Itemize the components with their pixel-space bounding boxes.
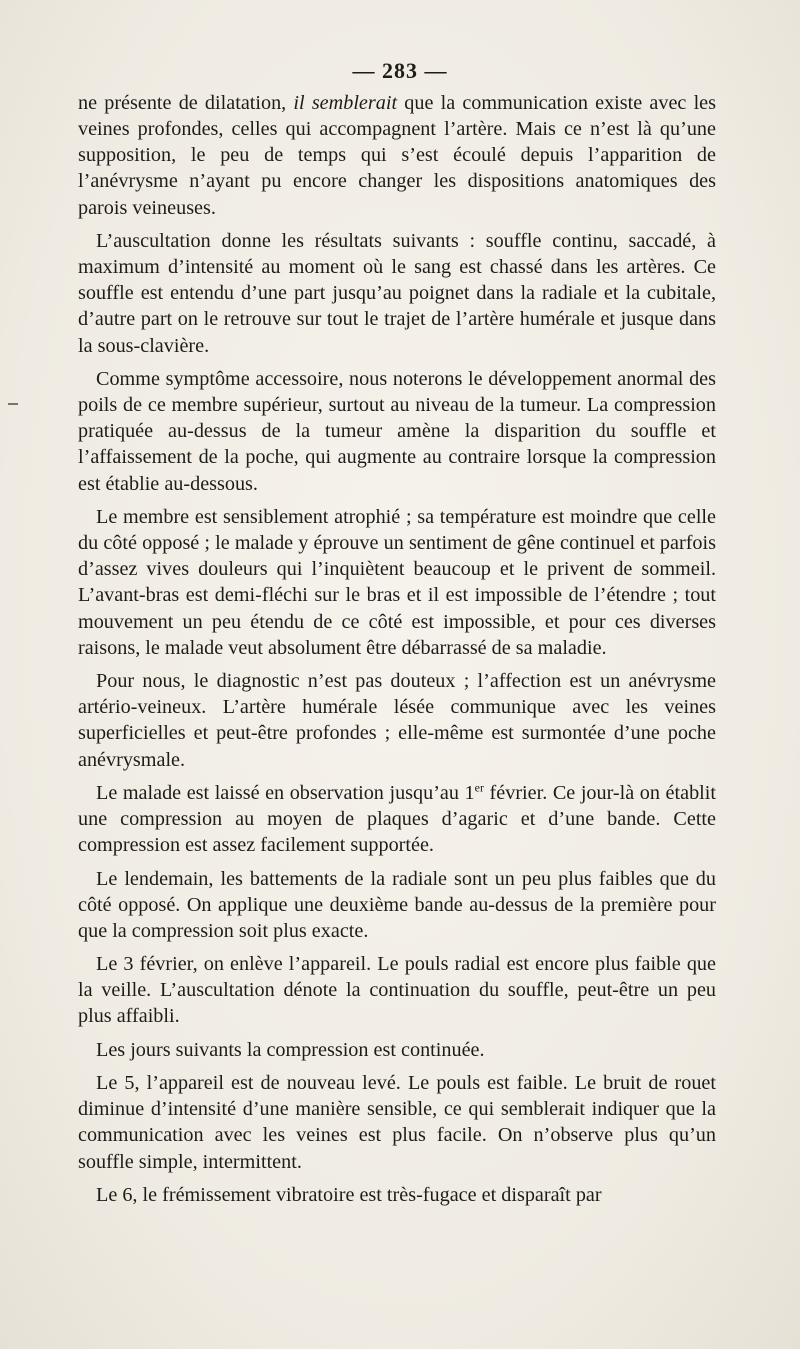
paragraph [78, 366, 716, 497]
text-run: L’auscultation donne les résultats suivants : souffle continu, saccadé, à maximum d’intensité au moment où le sang est chassé dans les artères. Ce souffle est entendu d’une part jusqu’au poignet dans la radiale et la cubitale, d’autre part on le retrouve sur tout le trajet de l’artère humérale et jusque dans la sous-clavière. [78, 229, 716, 357]
text-run: Le lendemain, les battements de la radiale sont un peu plus faibles que du côté opposé. On applique une deuxième bande au-dessus de la première pour que la compression soit plus exacte. [78, 867, 716, 942]
paragraph [78, 1070, 716, 1175]
text-run: Le malade est laissé en observation jusqu’au 1 [96, 781, 475, 804]
italic-text: il semblerait [293, 92, 398, 114]
body-text [78, 90, 716, 1208]
superscript: er [474, 780, 484, 795]
text-run: que la communication existe avec les veines profondes, celles qui accompagnent l’artère. Mais ce n’est là qu’une supposition, le peu de temps qui s’est écoulé depuis l’apparition de l’anévrysme n’ayant pu encore changer les dispositions anatomiques des parois veineuses. [78, 92, 716, 219]
text-run: Pour nous, le diagnostic n’est pas douteux ; l’affection est un anévrysme artério-veineux. L’artère humérale lésée communique avec les veines superficielles et peut-être profondes ; elle-même est surmontée d’une poche anévrysmale. [78, 670, 716, 771]
paragraph [78, 951, 716, 1029]
paragraph [78, 228, 716, 359]
paragraph [78, 1037, 716, 1063]
page-number: — 283 — [352, 58, 448, 83]
text-run: Comme symptôme accessoire, nous noterons le développement anormal des poils de ce membre supérieur, surtout au niveau de la tumeur. La compression pratiquée au-dessus de la tumeur amène la disparition du souffle et l’affaissement de la poche, qui augmente au contraire lorsque la compression est établie au-dessous. [78, 367, 716, 495]
paragraph [78, 1182, 716, 1208]
paragraph [78, 504, 716, 661]
paragraph [78, 90, 716, 221]
paragraph [78, 668, 716, 773]
text-run: Le 3 février, on enlève l’appareil. Le pouls radial est encore plus faible que la veille. L’auscultation dénote la continuation du souffle, peut-être un peu plus affaibli. [78, 953, 716, 1028]
paragraph [78, 866, 716, 944]
text-run: Le 6, le frémissement vibratoire est très-fugace et disparaît par [96, 1183, 602, 1206]
text-run: Le membre est sensiblement atrophié ; sa température est moindre que celle du côté opposé ; le malade y éprouve un sentiment de gêne continuel et parfois d’assez vives douleurs qui l’inquiètent beaucoup et le privent de sommeil. L’avant-bras est demi-fléchi sur le bras et il est impossible de l’étendre ; tout mouvement un peu étendu de ce côté est impossible, et pour ces diverses raisons, le malade veut absolument être débarrassé de sa maladie. [78, 505, 716, 659]
text-run: février. Ce jour-là on établit une compression au moyen de plaques d’agaric et d’une bande. Cette compression est assez facilement supportée. [78, 781, 716, 857]
text-run: ne présente de dilatation, [78, 92, 294, 114]
margin-mark [8, 403, 18, 405]
paragraph [78, 780, 716, 858]
text-run: Le 5, l’appareil est de nouveau levé. Le pouls est faible. Le bruit de rouet diminue d’intensité d’une manière sensible, ce qui semblerait indiquer que la communication avec les veines est plus facile. On n’observe plus qu’un souffle simple, intermittent. [78, 1072, 716, 1173]
text-run: Les jours suivants la compression est continuée. [96, 1038, 485, 1061]
